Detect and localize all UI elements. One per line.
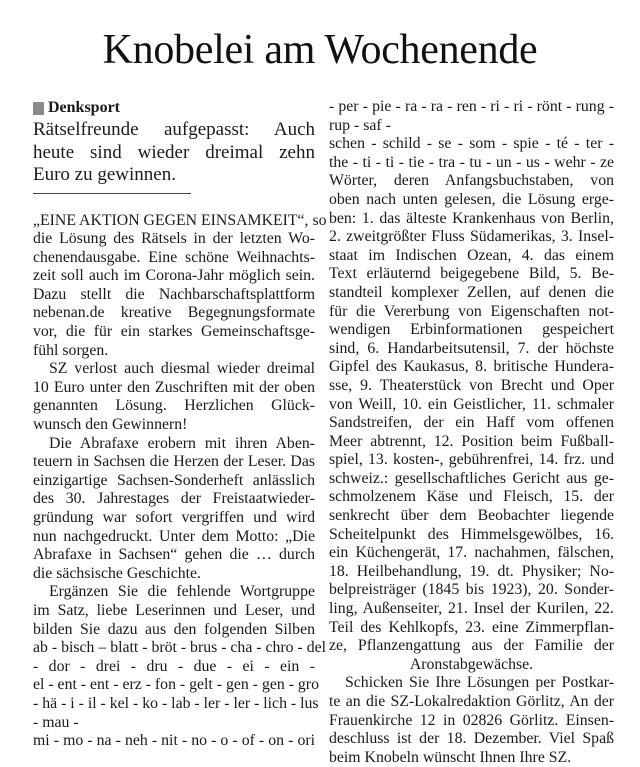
text-line: teuern in Sachsen die Herzen der Leser. Das (33, 453, 315, 471)
text-line: sind, 6. Handarbeitsutensil, 7. der höchste (329, 339, 614, 357)
text-line: sse, 9. Theaterstück von Brecht und Oper (329, 376, 614, 394)
text-line: des 30. Jahrestages der Freistaatwieder- (33, 490, 315, 508)
text-line: ze, Pflanzengattung aus der Familie der (329, 637, 614, 655)
text-line: te an die SZ-Lokalredaktion Görlitz, An der (329, 693, 614, 710)
headline: Knobelei am Wochenende (102, 27, 538, 73)
text-line: Wörter, deren Anfangsbuchstaben, von (329, 172, 614, 190)
text-line: fühl sorgen. (33, 341, 109, 359)
kicker-label: Denksport (48, 99, 121, 116)
text-line: Frauenkirche 12 in 02826 Görlitz. Einsen- (329, 711, 614, 729)
text-line: Sandstreifen, der ein Haff vom offenen (329, 414, 614, 432)
left-body (33, 211, 327, 751)
syllable-line: mi - mo - na - neh - nit - no - o - of - on - ori (33, 732, 315, 750)
syllable-line: the - ti - ti - tie - tra - tu - un - us - wehr - ze (329, 153, 614, 171)
kicker (33, 98, 315, 118)
text-line: die sächsische Geschichte. (33, 564, 201, 582)
text-line: die Lösung des Rätsels in der letzten Wo- (33, 230, 315, 248)
text-line: wunsch den Gewinnern! (33, 416, 188, 434)
left-column (33, 98, 327, 751)
text-line: nebenan.de kreative Begegnungsformate (33, 304, 315, 322)
text-line: bilden Sie dazu aus den folgenden Silben (33, 620, 315, 638)
deck (33, 119, 315, 187)
kicker-marker-icon (33, 102, 44, 115)
text-line: nun nachgedruckt. Unter dem Motto: „Die (33, 527, 315, 545)
syllable-continuation (329, 98, 614, 172)
text-line: schweiz.: gesellschaftliches Gericht aus ge- (329, 469, 614, 487)
paragraph-abrafaxe (33, 435, 315, 584)
text-line: wendigen Erbinformationen gespeichert (329, 321, 614, 339)
syllable-line: - hä - i - il - kel - ko - lab - ler - ler - lich - lus (33, 694, 319, 712)
paragraph-send (329, 674, 614, 767)
text-line: von Weill, 10. ein Geistlicher, 11. schmaler (329, 395, 614, 413)
text-line: zeit soll auch im Corona-Jahr möglich sein. (33, 267, 315, 285)
text-line: Text erläuternd beigegebene Bild, 5. Be- (329, 265, 614, 283)
text-line: standteil komplexer Zellen, auf denen die (329, 283, 614, 301)
text-line: „EINE AKTION GEGEN EINSAMKEIT“, so (33, 211, 327, 229)
text-line: Aronstabgewächse. (409, 655, 534, 673)
paragraph-clues (329, 172, 614, 674)
text-line: im Satz, liebe Leserinnen und Leser, und (33, 601, 315, 619)
syllable-line: ab - bisch – blatt - bröt - brus - cha - chro - del (33, 639, 327, 657)
paragraph-solution (33, 211, 327, 361)
paragraph-instructions (33, 583, 327, 750)
text-line: Teil des Kehlkopfs, 23. eine Zimmerpflan- (329, 618, 614, 636)
paragraph-prize (33, 360, 315, 434)
text-line: beim Knobeln wünscht Ihnen Ihre SZ. (329, 748, 572, 766)
text-line: staat im Indischen Ozean, 4. das einem (329, 246, 614, 264)
text-line: 10 Euro unter den Zuschriften mit der oben (33, 378, 315, 396)
text-line: vor, die für ein starkes Gemeinschaftsge- (33, 323, 315, 341)
syllable-line: - dor - drei - dru - due - ei - ein - (33, 657, 315, 675)
text-line: senkrecht über dem Beobachter liegende (329, 507, 614, 525)
text-line: Die Abrafaxe erobern mit ihren Aben- (49, 434, 315, 452)
text-line: Dazu stellt die Nachbarschaftsplattform (33, 285, 315, 303)
syllable-line: schen - schild - se - som - spie - té - ter - (329, 135, 614, 153)
text-line: für die Vererbung von Eigenschaften not- (329, 302, 614, 320)
text-line: Gipfel des Kaukasus, 8. britische Hundera- (329, 358, 614, 376)
text-line: spiel, 13. kosten-, gebührenfrei, 14. frz. und (329, 451, 614, 469)
syllable-line: - per - pie - ra - ra - ren - ri - ri - rönt - rung - (329, 98, 614, 115)
text-line: SZ verlost auch diesmal wieder dreimal (49, 360, 315, 378)
right-body (329, 98, 614, 767)
syllable-line: - mau - (33, 713, 79, 731)
text-line: 18. Heilbehandlung, 19. dt. Physiker; No- (329, 562, 614, 580)
right-column (329, 98, 614, 767)
text-line: chenendausgabe. Eine schöne Weihnachts- (33, 248, 315, 266)
text-line: einzigartige Sachsen-Sonderheft anlässlich (33, 471, 315, 489)
text-line: schmolzenem Käse und Fleisch, 15. der (329, 488, 614, 506)
deck-line: heute sind wieder dreimal zehn (33, 141, 315, 163)
deck-line: Rätselfreunde aufgepasst: Auch (33, 119, 315, 140)
deck-line: Euro zu gewinnen. (33, 164, 176, 185)
text-line: Ergänzen Sie die fehlende Wortgruppe (49, 583, 315, 601)
text-line: 2. zweitgrößter Fluss Südamerikas, 3. Insel- (329, 228, 614, 246)
syllable-line: rup - saf - (329, 116, 391, 134)
text-line: Abrafaxe in Sachsen“ gehen die … durch (33, 546, 315, 564)
syllable-line: el - ent - ent - erz - fon - gelt - gen - gen - gro (33, 676, 319, 694)
text-line: belpreisträger (1845 bis 1923), 20. Sonder- (329, 581, 614, 599)
text-line: oben nach unten gelesen, die Lösung erge- (329, 190, 614, 208)
text-line: deschluss ist der 18. Dezember. Viel Spaß (329, 730, 614, 748)
text-line: ein Küchengerät, 17. nachahmen, fälschen, (329, 544, 614, 562)
text-line: Schicken Sie Ihre Lösungen per Postkar- (345, 674, 614, 692)
text-line: ben: 1. das älteste Krankenhaus von Berlin, (329, 209, 614, 227)
text-line: genannten Lösung. Herzlichen Glück- (33, 397, 315, 415)
text-line: Scheitelpunkt des Himmelsgewölbes, 16. (329, 525, 614, 543)
text-line: Meer abtrennt, 12. Position beim Fußball- (329, 432, 614, 450)
text-line: ling, Außenseiter, 21. Insel der Kurilen, 22. (329, 600, 614, 618)
text-line: gründung war sofort vergriffen und wird (33, 509, 315, 526)
deck-divider (33, 193, 191, 194)
